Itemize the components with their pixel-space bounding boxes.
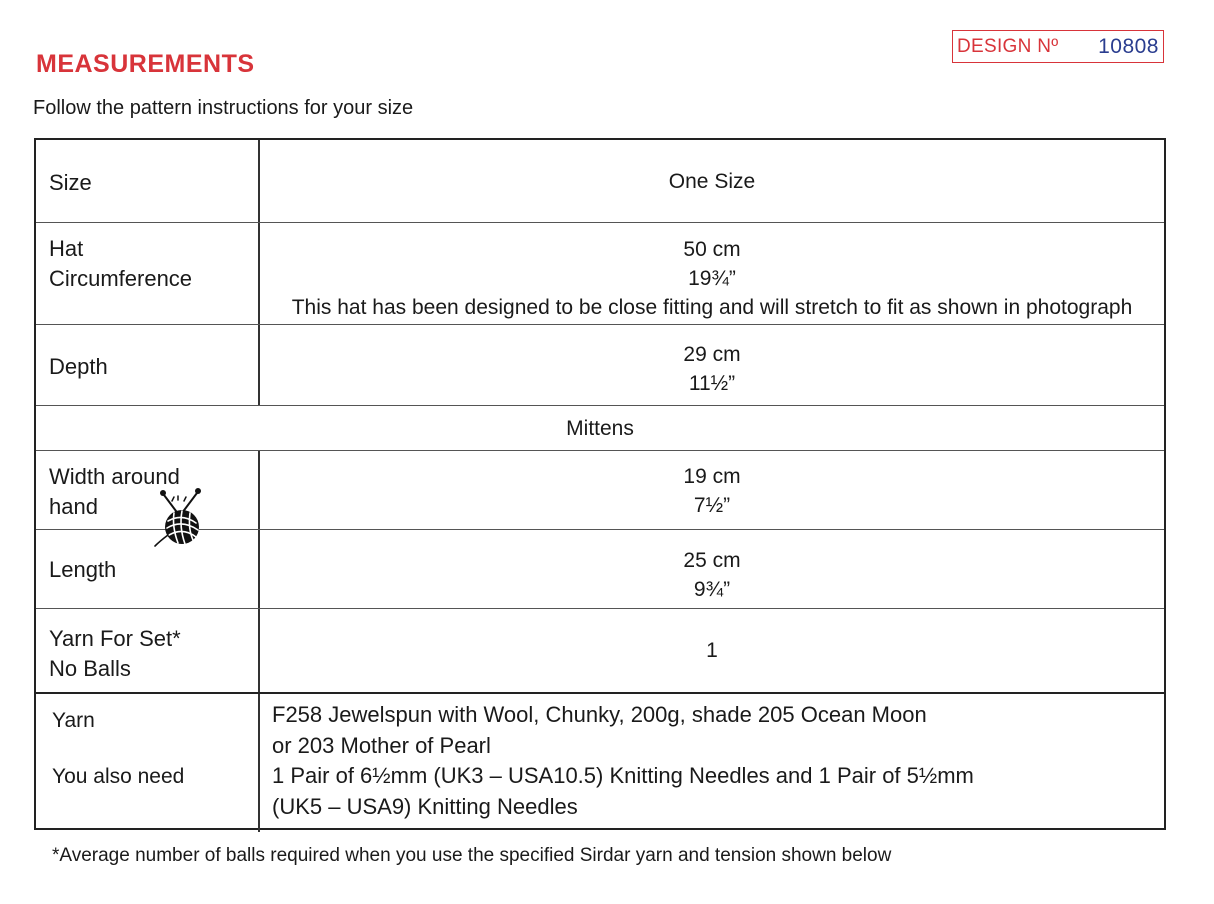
yarn-value-line2: or 203 Mother of Pearl — [272, 732, 491, 758]
length-value — [260, 546, 1164, 604]
hat-fit-note: This hat has been designed to be close fitting and will stretch to fit as shown in photograph — [291, 296, 1133, 319]
yarn-label: Yarn — [52, 709, 95, 732]
design-label: DESIGN Nº — [957, 36, 1059, 57]
yarn-ball-icon — [152, 483, 206, 549]
footnote: *Average number of balls required when you use the specified Sirdar yarn and tension shown below — [52, 845, 892, 866]
size-value: One Size — [668, 170, 756, 193]
depth-cm: 29 cm — [683, 343, 741, 366]
section-header-mittens: Mittens — [566, 417, 634, 440]
yarn-value — [272, 700, 927, 761]
also-need-label: You also need — [52, 765, 185, 788]
hat-circumference-value — [260, 235, 1164, 322]
row-divider — [36, 692, 1164, 694]
length-in: 9¾” — [693, 578, 731, 601]
row-divider — [36, 608, 1164, 609]
width-around-hand-label-line2: hand — [49, 494, 98, 519]
yarn-value-line1: F258 Jewelspun with Wool, Chunky, 200g, shade 205 Ocean Moon — [272, 702, 927, 727]
width-around-hand-in: 7½” — [693, 494, 731, 517]
yarn-for-set-label — [49, 624, 181, 684]
row-divider — [36, 324, 1164, 325]
width-around-hand-label-line1: Width around — [49, 464, 180, 489]
yarn-for-set-label-line2: No Balls — [49, 656, 131, 681]
also-need-value — [272, 761, 974, 822]
width-around-hand-cm: 19 cm — [683, 465, 741, 488]
length-label: Length — [49, 557, 117, 582]
yarn-for-set-value: 1 — [706, 639, 718, 662]
size-label: Size — [49, 170, 92, 195]
length-cm: 25 cm — [683, 549, 741, 572]
intro-text: Follow the pattern instructions for your size — [33, 97, 414, 119]
design-number-badge — [952, 30, 1164, 63]
design-number: 10808 — [1098, 35, 1159, 58]
hat-circumference-label-line2: Circumference — [49, 266, 193, 291]
hat-circumference-cm: 50 cm — [683, 238, 741, 261]
row-divider — [36, 450, 1164, 451]
hat-circumference-in: 19¾” — [688, 267, 736, 290]
page-title: MEASUREMENTS — [36, 50, 255, 78]
hat-circumference-label-line1: Hat — [49, 236, 84, 261]
also-need-value-line2: (UK5 – USA9) Knitting Needles — [272, 793, 578, 819]
row-divider — [36, 222, 1164, 223]
yarn-for-set-label-line1: Yarn For Set* — [49, 626, 181, 651]
depth-label: Depth — [49, 354, 108, 379]
width-around-hand-value — [260, 462, 1164, 520]
also-need-value-line1: 1 Pair of 6½mm (UK3 – USA10.5) Knitting Needles and 1 Pair of 5½mm — [272, 763, 974, 788]
depth-in: 11½” — [688, 372, 736, 395]
hat-circumference-label — [49, 234, 192, 294]
row-divider — [36, 405, 1164, 406]
depth-value — [260, 340, 1164, 398]
